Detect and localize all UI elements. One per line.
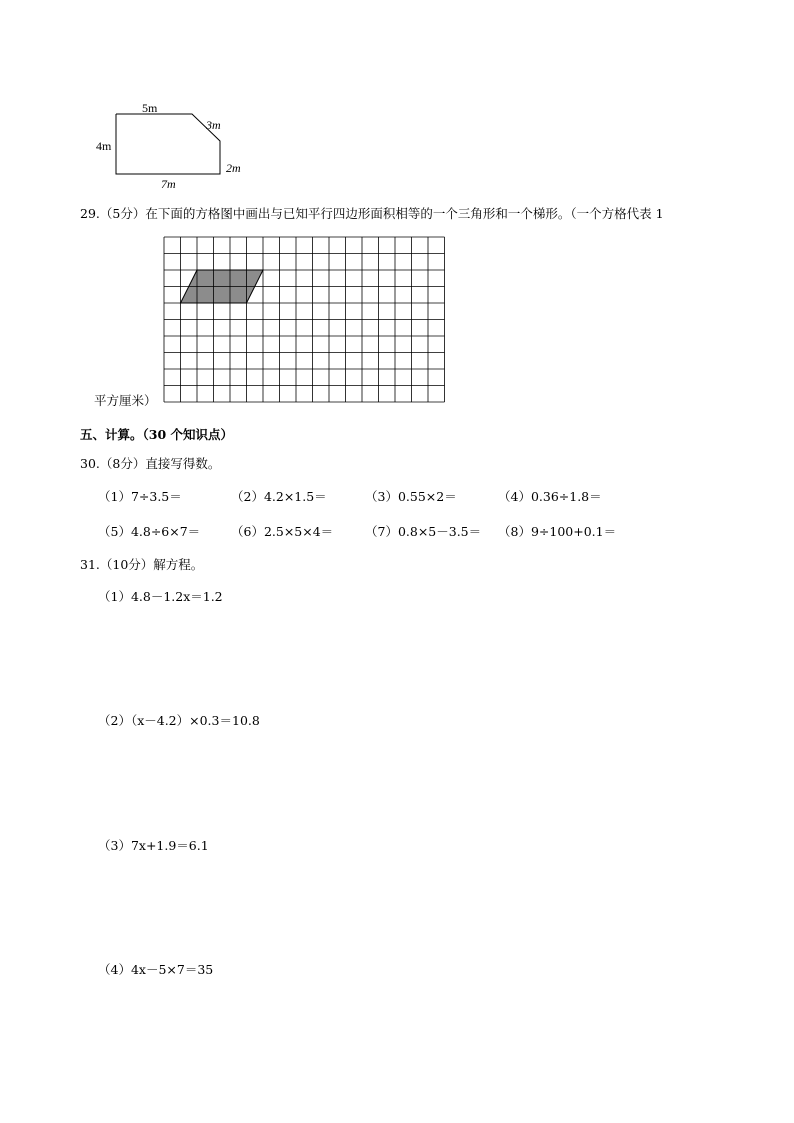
q30-score: （8分） [99,456,146,471]
q30-line [80,456,220,472]
q29-text: 在下面的方格图中画出与已知平行四边形面积相等的一个三角形和一个梯形。（一个方格代表 1 [145,206,664,221]
q31-item: （4）4x－5×7＝35 [98,962,214,977]
q30-item: （8）9÷100+0.1＝ [498,524,617,539]
shape-label-slant: 3m [206,118,221,132]
q30-text: 直接写得数。 [145,456,221,471]
q29-score: （5分） [99,206,146,221]
q31-item: （2）（x－4.2）×0.3＝10.8 [98,713,260,728]
shaded-parallelogram [181,270,264,303]
q30-item: （4）0.36÷1.8＝ [498,489,602,504]
shape-label-bottom: 7m [161,177,176,191]
shape-label-left: 4m [96,139,112,153]
q31-score: （10分） [99,557,154,572]
shape-label-top: 5m [142,101,158,115]
composite-shape-outline [0,0,794,200]
q30-number: 30. [80,456,100,471]
q29-line [80,206,664,222]
q30-item: （7）0.8×5－3.5＝ [365,524,482,539]
q30-item: （2）4.2×1.5＝ [231,489,327,504]
q29-text-continued: 平方厘米） [94,393,157,408]
q30-item: （3）0.55×2＝ [365,489,457,504]
q31-text: 解方程。 [153,557,204,572]
q30-item: （6）2.5×5×4＝ [231,524,334,539]
q31-item: （3）7x+1.9＝6.1 [98,838,209,853]
q31-number: 31. [80,557,100,572]
q31-line [80,557,203,573]
q30-item: （5）4.8÷6×7＝ [98,524,201,539]
q31-item: （1）4.8－1.2x＝1.2 [98,589,223,604]
q30-item: （1）7÷3.5＝ [98,489,182,504]
shape-label-right: 2m [226,161,241,175]
section-title: 五、计算。（30 个知识点） [80,427,233,442]
q29-number: 29. [80,206,100,221]
